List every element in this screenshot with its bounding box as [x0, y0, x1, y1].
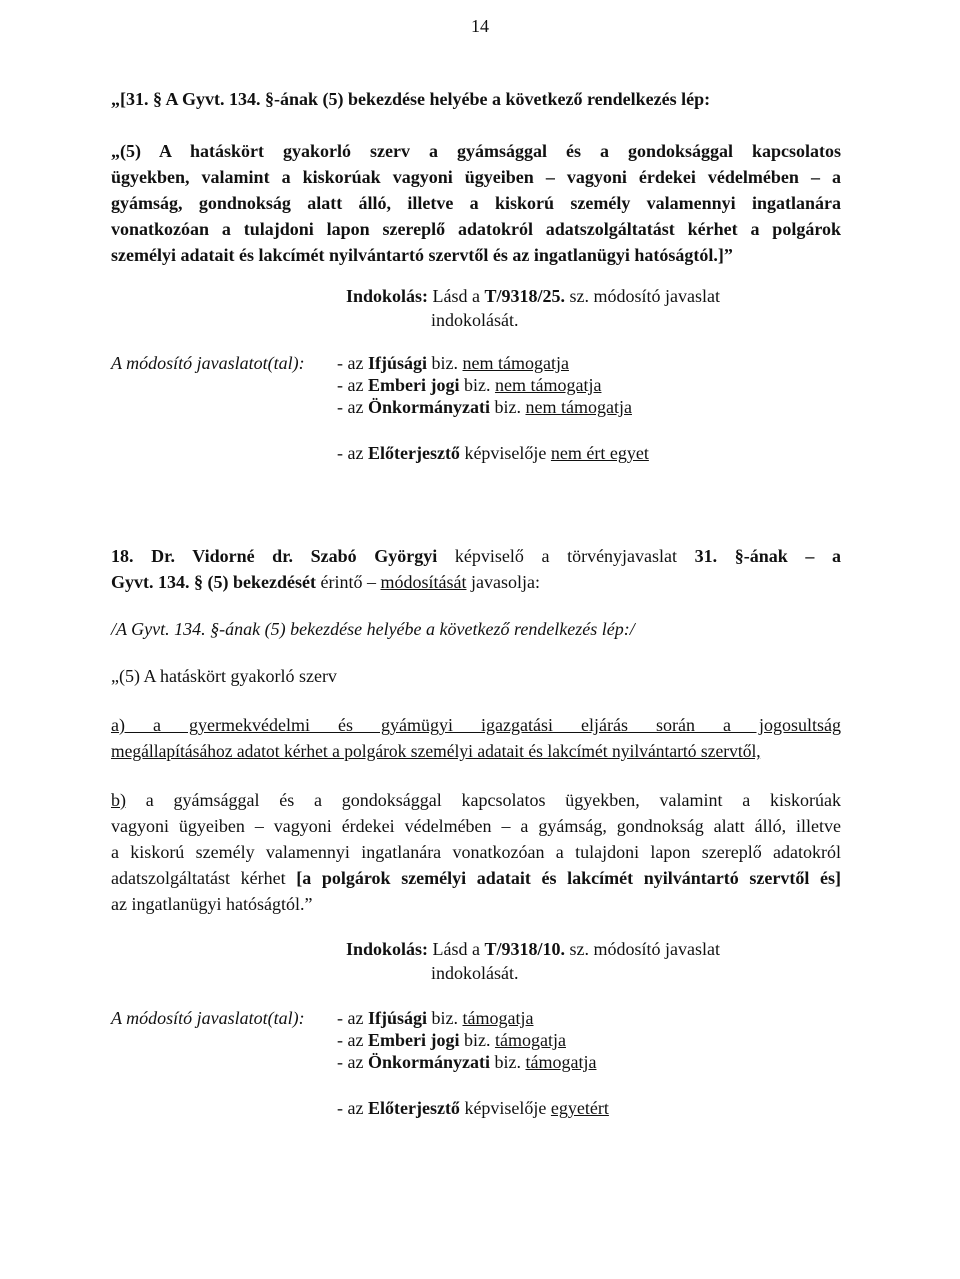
indoklas-ref: T/9318/25.: [484, 286, 566, 306]
committee-name: Ifjúsági: [367, 1008, 427, 1028]
section2-p5-line: „(5) A hatáskört gyakorló szerv: [111, 666, 337, 686]
section1-presenter-row: - az Előterjesztő képviselője nem ért egyet: [337, 443, 649, 463]
vote-result: nem támogatja: [462, 353, 569, 373]
section1-vote-label: A módosító javaslatot(tal):: [111, 353, 305, 373]
indoklas-ref: T/9318/10.: [484, 939, 566, 959]
committee-name: Emberi jogi: [367, 1030, 460, 1050]
section2-vote-row: - az Önkormányzati biz. támogatja: [337, 1052, 597, 1072]
section1-para-line: „(5) A hatáskört gyakorló szerv a gyámsággal és a gondoksággal kapcsolatos: [111, 141, 841, 161]
section2-a-line: megállapításához adatot kérhet a polgárok személyi adatait és lakcímét nyilvántartó szervtől,: [111, 741, 761, 761]
vote-result: támogatja: [525, 1052, 597, 1072]
section2-a-line: a) a gyermekvédelmi és gyámügyi igazgatási eljárás során a jogosultság: [111, 715, 841, 735]
committee-name: Önkormányzati: [367, 1052, 490, 1072]
section2-b-line: vagyoni ügyeiben – vagyoni érdekei védelmében – a gyámság, gondnokság alatt álló, illetve: [111, 816, 841, 836]
presenter-label: Előterjesztő: [367, 1098, 460, 1118]
section1-vote-row: - az Önkormányzati biz. nem támogatja: [337, 397, 632, 417]
section2-b-line: a kiskorú személy valamennyi ingatlanára vonatkozóan a tulajdoni lapon szereplő adatokról: [111, 842, 841, 862]
section2-vote-label: A módosító javaslatot(tal):: [111, 1008, 305, 1028]
page-number: 14: [471, 16, 489, 36]
section2-b-line: adatszolgáltatást kérhet [a polgárok személyi adatait és lakcímét nyilvántartó szervtől és]: [111, 868, 841, 888]
section2-indoklas-line2: indokolását.: [431, 963, 519, 983]
committee-name: Ifjúsági: [367, 353, 427, 373]
vote-result: nem támogatja: [494, 375, 602, 395]
presenter-result: nem ért egyet: [550, 443, 649, 463]
vote-result: támogatja: [494, 1030, 566, 1050]
b-marker: b): [111, 790, 126, 810]
indoklas-text: Lásd a: [428, 939, 485, 959]
section2-vote-row: - az Ifjúsági biz. támogatja: [337, 1008, 534, 1028]
indoklas-label: Indokolás:: [346, 939, 429, 959]
section2-intro-line1: 18. Dr. Vidorné dr. Szabó Györgyi képviselő a törvényjavaslat 31. §-ának – a: [111, 546, 842, 566]
section2-vote-row: - az Emberi jogi biz. támogatja: [337, 1030, 566, 1050]
section2-b-line: az ingatlanügyi hatóságtól.”: [111, 894, 313, 914]
section1-vote-row: - az Emberi jogi biz. nem támogatja: [337, 375, 602, 395]
presenter-result: egyetért: [550, 1098, 609, 1118]
indoklas-text: Lásd a: [428, 286, 485, 306]
vote-result: nem támogatja: [525, 397, 632, 417]
vote-result: támogatja: [462, 1008, 534, 1028]
section1-indoklas: [346, 283, 720, 309]
section1-vote-row: - az Ifjúsági biz. nem támogatja: [337, 353, 569, 373]
section1-para-line: gyámság, gondnokság alatt álló, illetve a kiskorú személy valamennyi ingatlanára: [111, 193, 841, 213]
presenter-label: Előterjesztő: [367, 443, 460, 463]
section1-para-line: ügyekben, valamint a kiskorúak vagyoni ügyeiben – vagyoni érdekei védelmében – a: [111, 167, 841, 187]
section2-b-line: b) a gyámsággal és a gondoksággal kapcsolatos ügyekben, valamint a kiskorúak: [111, 790, 841, 810]
section1-indoklas-line2: indokolását.: [431, 310, 519, 330]
section2-presenter-row: - az Előterjesztő képviselője egyetért: [337, 1098, 609, 1118]
section1-para-line: személyi adatait és lakcímét nyilvántartó szervtől és az ingatlanügyi hatóságtól.]”: [111, 245, 733, 265]
section2-italic-line: /A Gyvt. 134. §-ának (5) bekezdése helyébe a következő rendelkezés lép:/: [111, 619, 635, 639]
section1-heading: „[31. § A Gyvt. 134. §-ának (5) bekezdése helyébe a következő rendelkezés lép:: [111, 89, 711, 109]
section2-intro-line2: Gyvt. 134. § (5) bekezdését érintő – módosítását javasolja:: [111, 572, 540, 592]
indoklas-text: sz. módosító javaslat: [565, 939, 721, 959]
section1-para-line: vonatkozóan a tulajdoni lapon szereplő adatokról adatszolgáltatást kérhet a polgárok: [111, 219, 841, 239]
committee-name: Emberi jogi: [367, 375, 460, 395]
indoklas-label: Indokolás:: [346, 286, 429, 306]
section2-indoklas: [346, 936, 720, 962]
committee-name: Önkormányzati: [367, 397, 490, 417]
indoklas-text: sz. módosító javaslat: [565, 286, 721, 306]
